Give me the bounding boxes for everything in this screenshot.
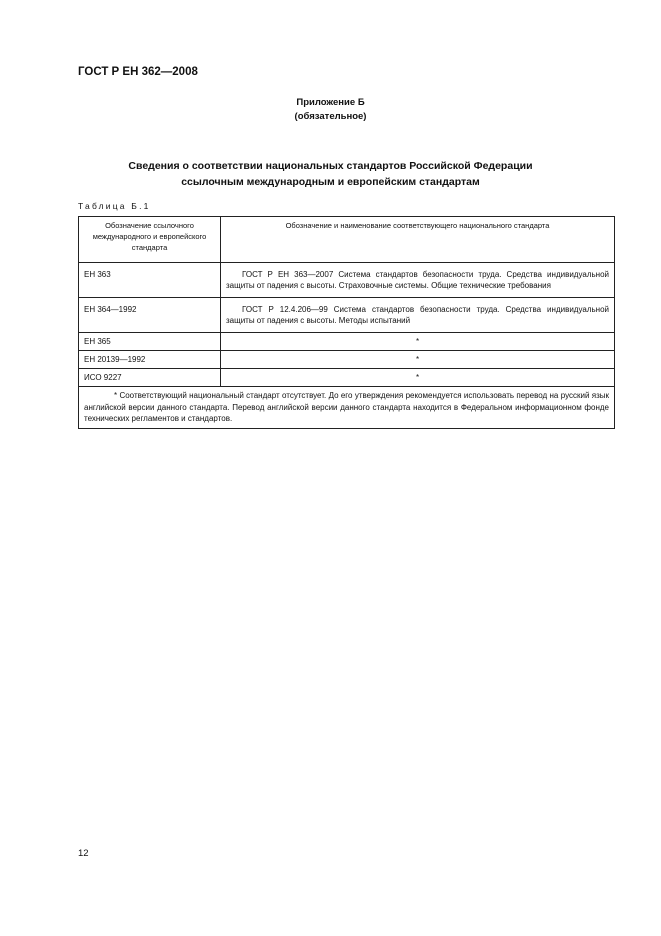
- table-header-row: [79, 217, 615, 263]
- col2-header: Обозначение и наименование соответствующего национального стандарта: [221, 217, 615, 263]
- section-title: [0, 158, 661, 190]
- ref-standard-cell: ЕН 20139—1992: [79, 351, 221, 369]
- table-row: [79, 298, 615, 333]
- national-standard-cell: *: [221, 351, 615, 369]
- correspondence-table: [78, 216, 615, 429]
- table-footnote: * Соответствующий национальный стандарт отсутствует. До его утверждения рекомендуется использовать перевод на русский язык английской версии данного стандарта. Перевод английской версии данного стандарта находится в Федеральном информационном фонде технических регламентов и стандартов.: [79, 387, 615, 429]
- table-row: [79, 369, 615, 387]
- col1-header: Обозначение ссылочного международного и европейского стандарта: [79, 217, 221, 263]
- national-standard-cell: ГОСТ Р 12.4.206—99 Система стандартов безопасности труда. Средства индивидуальной защиты от падения с высоты. Методы испытаний: [221, 298, 615, 333]
- document-header: ГОСТ Р ЕН 362—2008: [78, 66, 198, 78]
- ref-standard-cell: ИСО 9227: [79, 369, 221, 387]
- table-caption: Таблица Б.1: [78, 201, 151, 211]
- ref-standard-cell: ЕН 363: [79, 263, 221, 298]
- annex-subtitle: (обязательное): [294, 111, 367, 122]
- table-footnote-row: [79, 387, 615, 429]
- ref-standard-cell: ЕН 365: [79, 333, 221, 351]
- table-row: [79, 263, 615, 298]
- section-title-line1: Сведения о соответствии национальных стандартов Российской Федерации: [128, 160, 533, 172]
- annex-title: Приложение Б: [296, 97, 365, 108]
- page-number: 12: [78, 848, 89, 859]
- section-title-line2: ссылочным международным и европейским стандартам: [181, 176, 480, 188]
- annex-heading: [0, 96, 661, 124]
- ref-standard-cell: ЕН 364—1992: [79, 298, 221, 333]
- table-row: [79, 351, 615, 369]
- national-standard-cell: *: [221, 333, 615, 351]
- table-row: [79, 333, 615, 351]
- national-standard-cell: ГОСТ Р ЕН 363—2007 Система стандартов безопасности труда. Средства индивидуальной защиты от падения с высоты. Страховочные системы. Общие технические требования: [221, 263, 615, 298]
- national-standard-cell: *: [221, 369, 615, 387]
